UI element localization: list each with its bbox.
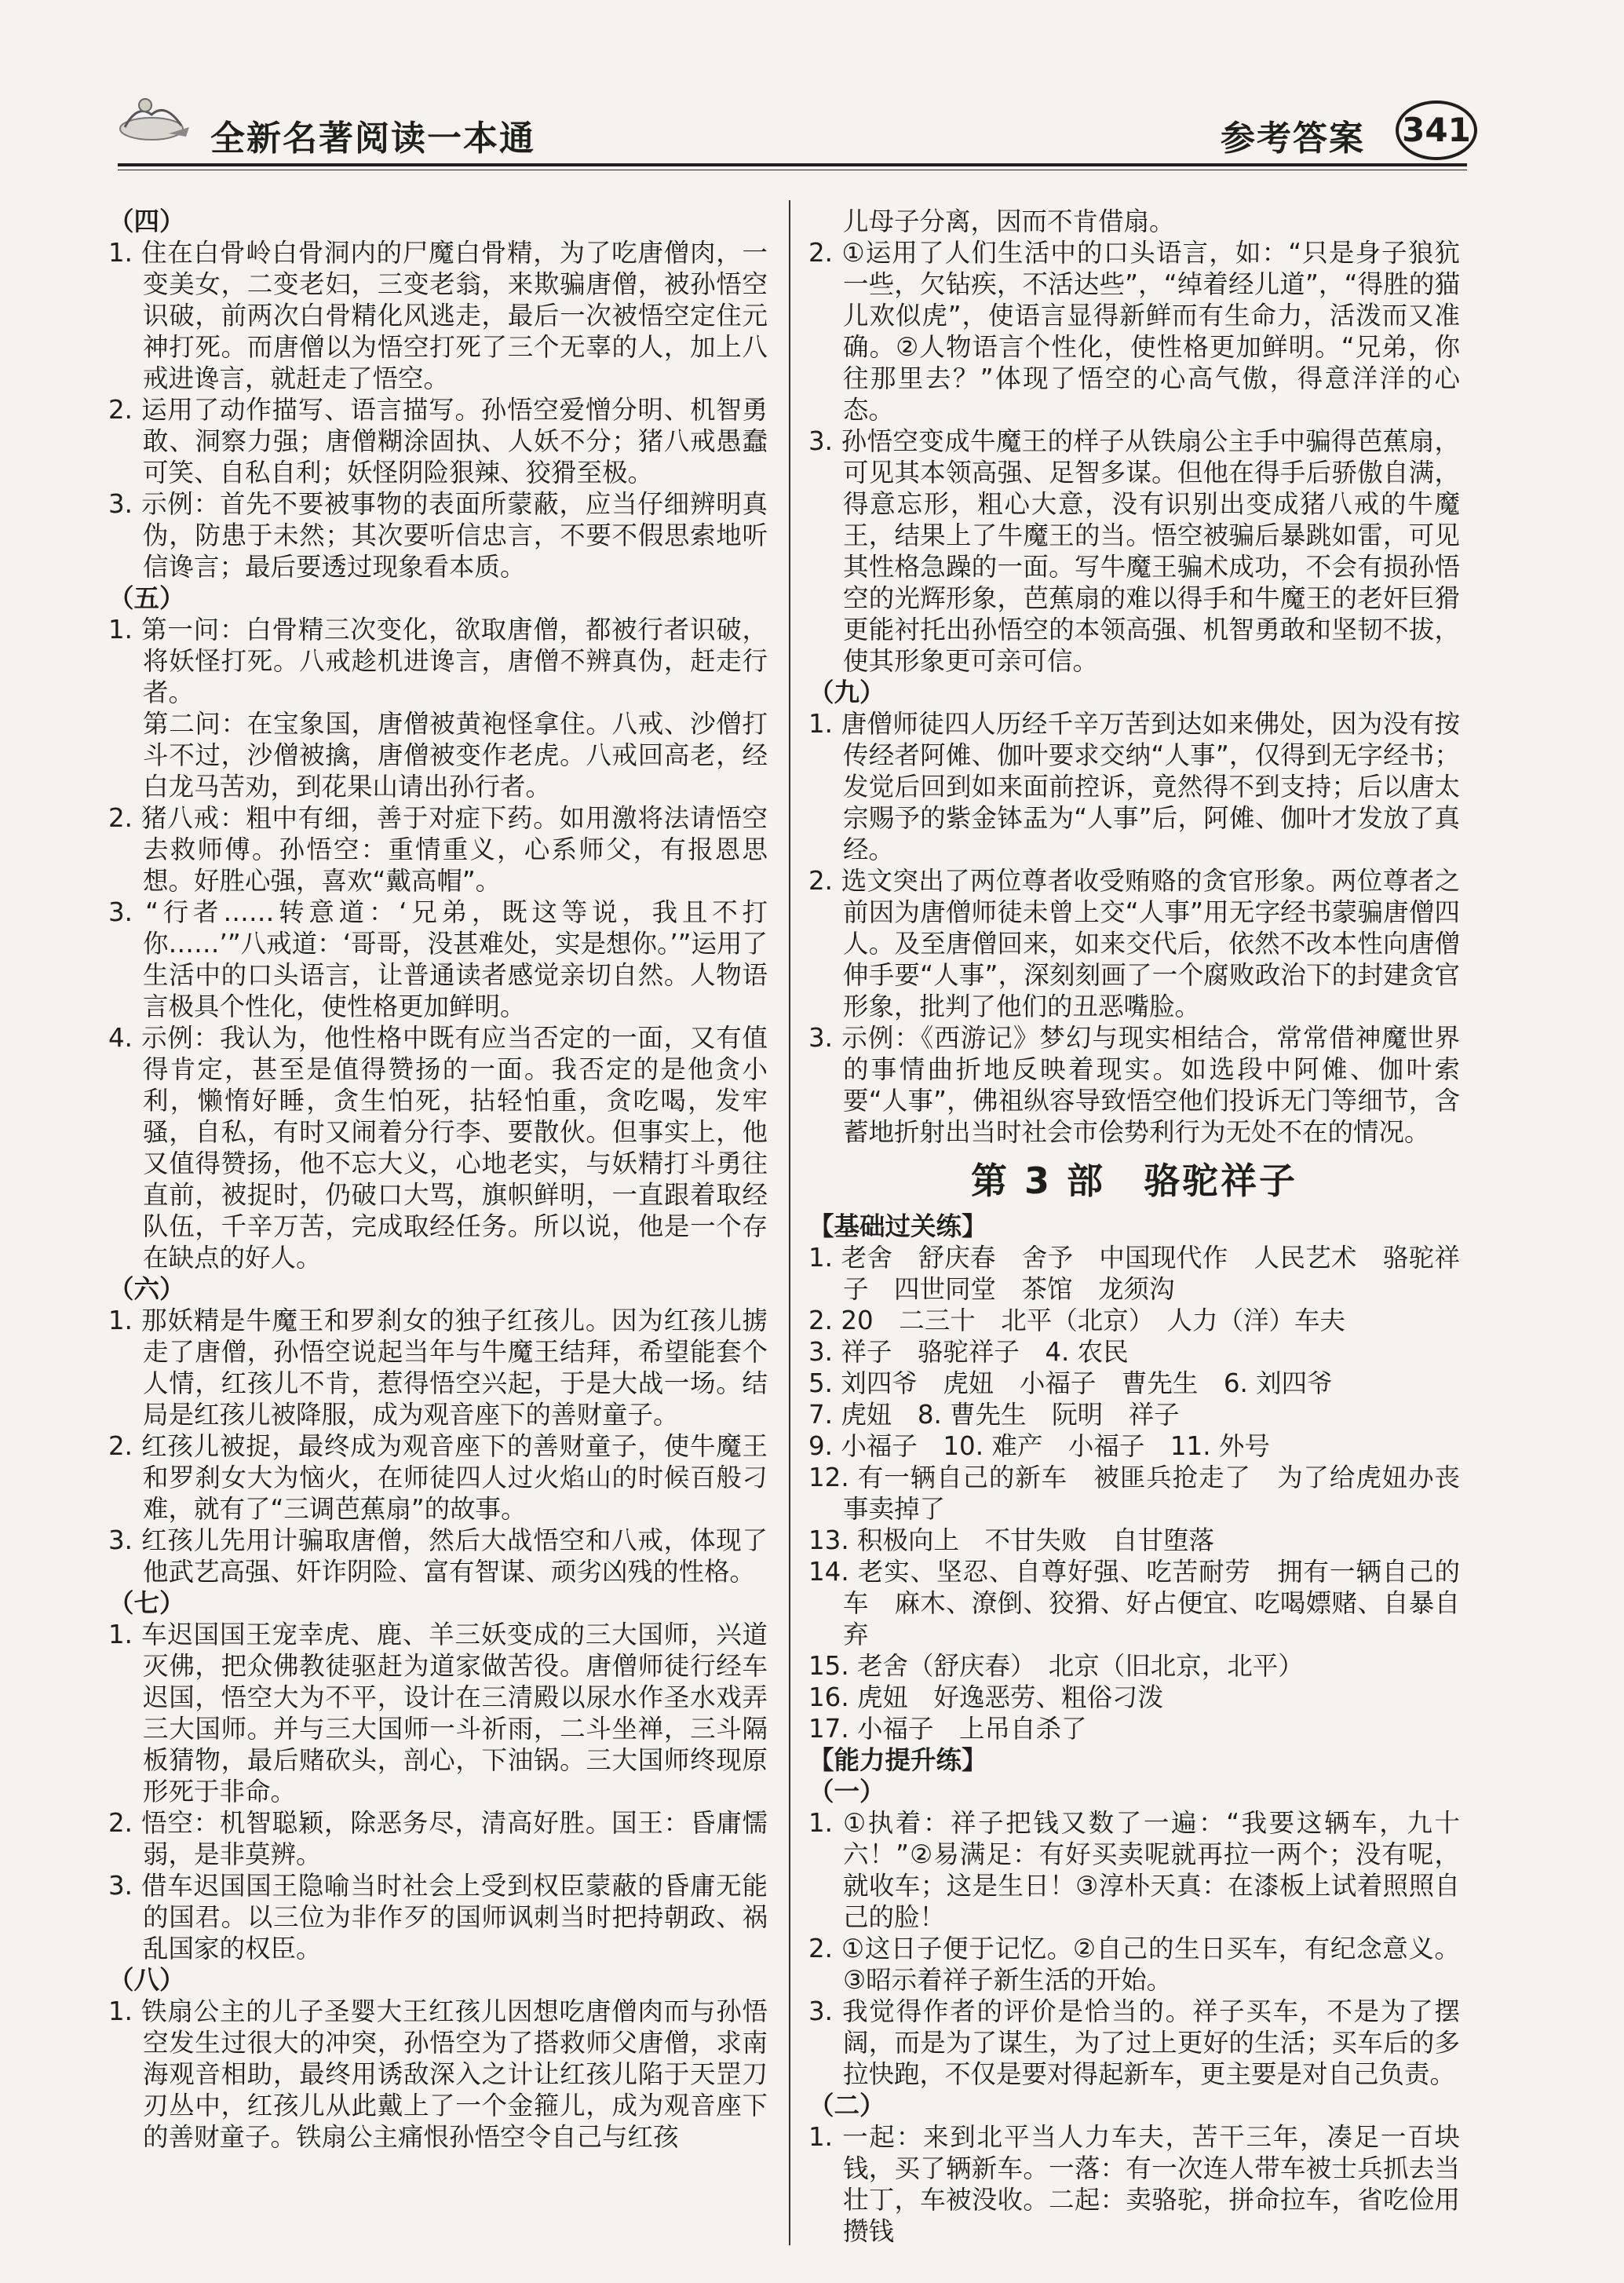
answer-item: 2. 20 二三十 北平（北京） 人力（洋）车夫 [808, 1306, 1345, 1335]
answer-item: 7. 虎妞 8. 曹先生 阮明 祥子 [808, 1400, 1180, 1430]
answer-item: 13. 积极向上 不甘失败 自甘堕落 [808, 1525, 1215, 1555]
answer-item: 14. 老实、坚忍、自尊好强、吃苦耐劳 拥有一辆自己的车 麻木、潦倒、狡猾、好占便宜、吃喝嫖赌、自暴自弃 [808, 1557, 1460, 1649]
answer-item: 1. 唐僧师徒四人历经千辛万苦到达如来佛处，因为没有按传经者阿傩、伽叶要求交纳“人事”，仅得到无字经书；发觉后回到如来面前控诉，竟然得不到支持；后以唐太宗赐予的紫金钵盂为“人事”后，阿傩、伽叶才发放了真经。 [808, 709, 1460, 864]
answer-item: 1. 老舍 舒庆春 舍予 中国现代作 人民艺术 骆驼祥子 四世同堂 茶馆 龙须沟 [808, 1243, 1460, 1304]
part-title: 第 3 部 骆驼祥子 [970, 1160, 1298, 1202]
answer-item: 9. 小福子 10. 难产 小福子 11. 外号 [808, 1431, 1270, 1461]
answer-item: 16. 虎妞 好逸恶劳、粗俗刁泼 [808, 1682, 1164, 1712]
book-logo-icon [114, 88, 192, 151]
answer-item: 15. 老舍（舒庆春） 北京（旧北京，北平） [808, 1651, 1304, 1681]
answer-item: 2. ①这日子便于记忆。②自己的生日买车，有纪念意义。③昭示着祥子新生活的开始。 [808, 1934, 1460, 1995]
section-heading: （二） [808, 2091, 885, 2120]
page-number: 341 [1396, 100, 1477, 160]
right-column [808, 206, 1460, 2247]
section-heading: （一） [808, 1777, 885, 1806]
answer-item: 17. 小福子 上吊自杀了 [808, 1714, 1087, 1744]
answer-item: 1. 车迟国国王宠幸虎、鹿、羊三妖变成的三大国师，兴道灭佛，把众佛教徒驱赶为道家做苦役。唐僧师徒行经车迟国，悟空大为不平，设计在三清殿以尿水作圣水戏弄三大国师。并与三大国师一斗祈雨，二斗坐禅，三斗隔板猜物，最后赌砍头，剖心，下油锅。三大国师终现原形死于非命。 [108, 1620, 768, 1806]
answer-item: 1. 住在白骨岭白骨洞内的尸魔白骨精，为了吃唐僧肉，一变美女，二变老妇，三变老翁，来欺骗唐僧，被孙悟空识破，前两次白骨精化风逃走，最后一次被悟空定住元神打死。而唐僧以为悟空打死了三个无辜的人，加上八戒进谗言，就赶走了悟空。 [108, 238, 768, 393]
answer-item: 2. ①运用了人们生活中的口头语言，如：“只是身子狼犺一些，欠钻疾，不活达些”，“绰着经儿道”，“得胜的猫儿欢似虎”，使语言显得新鲜而有生命力，活泼而又准确。②人物语言个性化，使性格更加鲜明。“兄弟，你往那里去？”体现了悟空的心高气傲，得意洋洋的心态。 [808, 238, 1460, 425]
answer-item: 4. 示例：我认为，他性格中既有应当否定的一面，又有值得肯定，甚至是值得赞扬的一面。我否定的是他贪小利，懒惰好睡，贪生怕死，拈轻怕重，贪吃喝，发牢骚，自私，有时又闹着分行李、要散伙。但事实上，他又值得赞扬，他不忘大义，心地老实，与妖精打斗勇往直前，被捉时，仍破口大骂，旗帜鲜明，一直跟着取经队伍，千辛万苦，完成取经任务。所以说，他是一个存在缺点的好人。 [108, 1023, 768, 1273]
answer-item: 12. 有一辆自己的新车 被匪兵抢走了 为了给虎妞办丧事卖掉了 [808, 1463, 1460, 1524]
page-header [0, 0, 1624, 188]
answer-continuation: 儿母子分离，因而不肯借扇。 [843, 206, 1175, 236]
section-heading: （五） [108, 583, 185, 613]
exercise-heading: 【能力提升练】 [808, 1745, 987, 1775]
answer-item: 1. 一起：来到北平当人力车夫，苦干三年，凑足一百块钱，买了辆新车。一落：有一次连人带车被士兵抓去当壮丁，车被没收。二起：卖骆驼，拼命拉车，省吃俭用攒钱 [808, 2122, 1460, 2246]
answer-item: 3. 借车迟国国王隐喻当时社会上受到权臣蒙蔽的昏庸无能的国君。以三位为非作歹的国师讽刺当时把持朝政、祸乱国家的权臣。 [108, 1871, 768, 1963]
answer-item: 1. 那妖精是牛魔王和罗刹女的独子红孩儿。因为红孩儿掳走了唐僧，孙悟空说起当年与牛魔王结拜，希望能套个人情，红孩儿不肯，惹得悟空兴起，于是大战一场。结局是红孩儿被降服，成为观音座下的善财童子。 [108, 1306, 768, 1430]
exercise-heading: 【基础过关练】 [808, 1211, 987, 1241]
header-rule [118, 163, 1467, 166]
column-divider [789, 200, 790, 2245]
answer-item: 3. “行者……转意道：‘兄弟，既这等说，我且不打你……’”八戒道：‘哥哥，没甚难处，实是想你。’”运用了生活中的口头语言，让普通读者感觉亲切自然。人物语言极具个性化，使性格更加鲜明。 [108, 897, 768, 1021]
answer-item: 1. ①执着：祥子把钱又数了一遍：“我要这辆车，九十六！”②易满足：有好买卖呢就再拉一两个；没有呢，就收车；这是生日！③淳朴天真：在漆板上试着照照自己的脸！ [808, 1808, 1460, 1932]
answer-item: 1. 铁扇公主的儿子圣婴大王红孩儿因想吃唐僧肉而与孙悟空发生过很大的冲突，孙悟空为了搭救师父唐僧，求南海观音相助，最终用诱敌深入之计让红孩儿陷于天罡刀刃丛中，红孩儿从此戴上了一个金箍儿，成为观音座下的善财童子。铁扇公主痛恨孙悟空令自己与红孩 [108, 1996, 768, 2152]
section-heading: （九） [808, 678, 885, 707]
answer-item: 3. 祥子 骆驼祥子 4. 农民 [808, 1337, 1129, 1367]
answer-paragraph: 第二问：在宝象国，唐僧被黄袍怪拿住。八戒、沙僧打斗不过，沙僧被擒，唐僧被变作老虎。八戒回高老，经白龙马苦劝，到花果山请出孙行者。 [143, 709, 768, 802]
answer-item: 2. 运用了动作描写、语言描写。孙悟空爱憎分明、机智勇敢、洞察力强；唐僧糊涂固执、人妖不分；猪八戒愚蠢可笑、自私自利；妖怪阴险狠辣、狡猾至极。 [108, 395, 768, 488]
answer-item: 5. 刘四爷 虎妞 小福子 曹先生 6. 刘四爷 [808, 1368, 1333, 1398]
answer-item: 3. 红孩儿先用计骗取唐僧，然后大战悟空和八戒，体现了他武艺高强、奸诈阴险、富有智谋、顽劣凶残的性格。 [108, 1525, 768, 1587]
answer-item: 3. 示例：《西游记》梦幻与现实相结合，常常借神魔世界的事情曲折地反映着现实。如选段中阿傩、伽叶索要“人事”，佛祖纵容导致悟空他们投诉无门等细节，含蓄地折射出当时社会市侩势利行为无处不在的情况。 [808, 1023, 1460, 1147]
answer-item: 2. 选文突出了两位尊者收受贿赂的贪官形象。两位尊者之前因为唐僧师徒未曾上交“人事”用无字经书蒙骗唐僧四人。及至唐僧回来，如来交代后，依然不改本性向唐僧伸手要“人事”，深刻刻画了一个腐败政治下的封建贪官形象，批判了他们的丑恶嘴脸。 [808, 866, 1460, 1021]
answer-item: 3. 我觉得作者的评价是恰当的。祥子买车，不是为了摆阔，而是为了谋生，为了过上更好的生活；买车后的多拉快跑，不仅是要对得起新车，更主要是对自己负责。 [808, 1996, 1460, 2089]
section-heading: （四） [108, 206, 185, 236]
answer-item: 2. 红孩儿被捉，最终成为观音座下的善财童子，使牛魔王和罗刹女大为恼火，在师徒四人过火焰山的时候百般刁难，就有了“三调芭蕉扇”的故事。 [108, 1431, 768, 1524]
section-heading: （六） [108, 1274, 185, 1304]
answer-item: 1. 第一问：白骨精三次变化，欲取唐僧，都被行者识破，将妖怪打死。八戒趁机进谗言，唐僧不辨真伪，赶走行者。 [108, 615, 768, 707]
answer-item: 2. 猪八戒：粗中有细，善于对症下药。如用激将法请悟空去救师傅。孙悟空：重情重义，心系师父，有报恩思想。好胜心强，喜欢“戴高帽”。 [108, 803, 768, 896]
section-heading: （八） [108, 1965, 185, 1995]
section-label: 参考答案 [1221, 119, 1365, 159]
left-column [108, 206, 768, 2153]
section-heading: （七） [108, 1588, 185, 1618]
answer-item: 3. 孙悟空变成牛魔王的样子从铁扇公主手中骗得芭蕉扇，可见其本领高强、足智多谋。但他在得手后骄傲自满，得意忘形，粗心大意，没有识别出变成猪八戒的牛魔王，结果上了牛魔王的当。悟空被骗后暴跳如雷，可见其性格急躁的一面。写牛魔王骗术成功，不会有损孙悟空的光辉形象，芭蕉扇的难以得手和牛魔王的老奸巨猾更能衬托出孙悟空的本领高强、机智勇敢和坚韧不拔，使其形象更可亲可信。 [808, 426, 1460, 676]
book-title: 全新名著阅读一本通 [210, 119, 535, 159]
answer-item: 3. 示例：首先不要被事物的表面所蒙蔽，应当仔细辨明真伪，防患于未然；其次要听信忠言，不要不假思索地听信谗言；最后要透过现象看本质。 [108, 489, 768, 582]
answer-item: 2. 悟空：机智聪颖，除恶务尽，清高好胜。国王：昏庸懦弱，是非莫辨。 [108, 1808, 768, 1869]
